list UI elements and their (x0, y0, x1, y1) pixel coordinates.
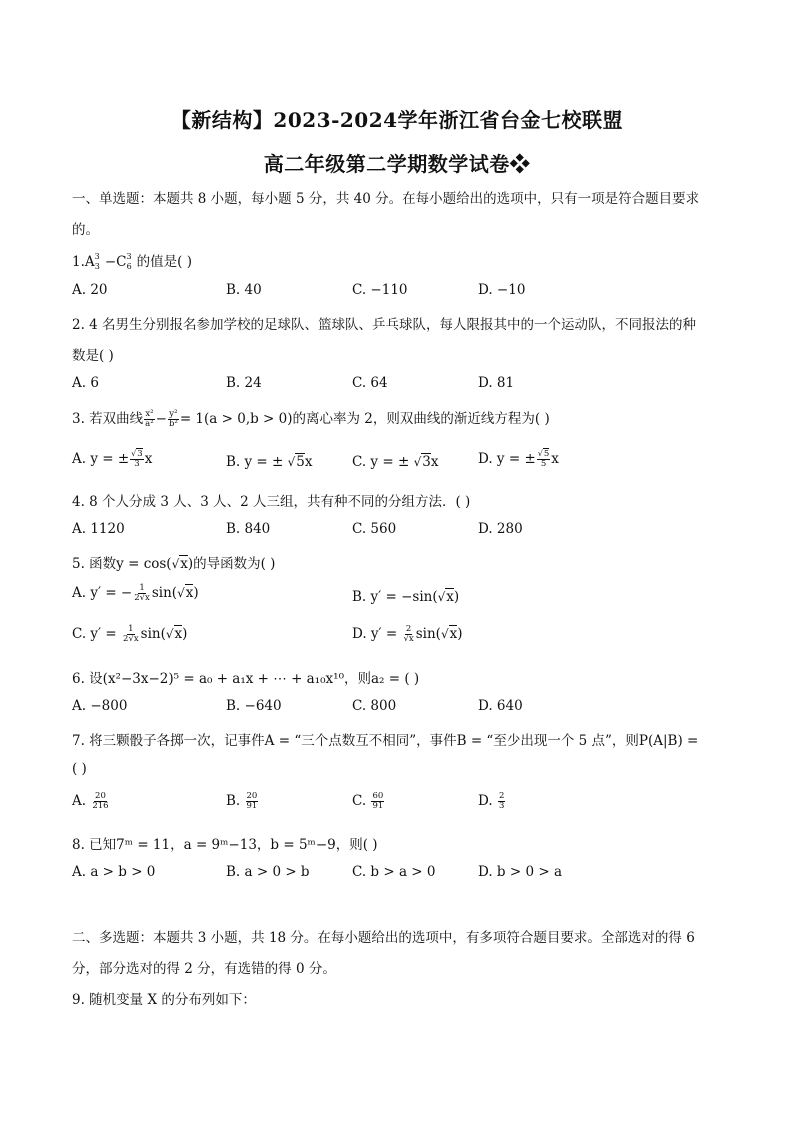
question-7-stem-line1: 7. 将三颗骰子各掷一次，记事件A = “三个点数互不相同”，事件B = “至少出现一个 5 点”，则P(A|B) = (72, 733, 699, 749)
q3-option-c[interactable]: C. y = ± √3x (352, 454, 439, 470)
hyperbola-x-term: $\frac{\text{x²}}{\text{a²}}$ (145, 409, 154, 429)
q7-option-b[interactable]: B. $\frac{20}{91}$ (226, 791, 258, 811)
q6-option-a[interactable]: A. −800 (72, 698, 128, 714)
q4-option-b[interactable]: B. 840 (226, 521, 271, 537)
q8-option-a[interactable]: A. a > b > 0 (72, 864, 156, 880)
exam-title-line2: 高二年级第二学期数学试卷❖ (263, 152, 531, 176)
q3-option-b[interactable]: B. y = ± √5x (226, 454, 313, 470)
q5-option-b[interactable]: B. y′ = −sin(√x) (352, 589, 460, 605)
q8-option-c[interactable]: C. b > a > 0 (352, 864, 436, 880)
question-4-stem: 4. 8 个人分成 3 人、3 人、2 人三组，共有种不同的分组方法．( ) (72, 494, 471, 510)
q5-option-a[interactable]: A. y′ = − $\frac{1}{2√x}$ sin(√x) (72, 583, 199, 603)
q5-option-d[interactable]: D. y′ = $\frac{2}{√x}$ sin(√x) (352, 624, 463, 644)
q7-option-c[interactable]: C. $\frac{60}{91}$ (352, 791, 384, 811)
q6-option-b[interactable]: B. −640 (226, 698, 282, 714)
question-9-stem: 9. 随机变量 X 的分布列如下： (72, 992, 256, 1008)
q7-option-a[interactable]: A. $\frac{20}{216}$ (72, 791, 109, 811)
q2-option-c[interactable]: C. 64 (352, 375, 388, 391)
q1-option-a[interactable]: A. 20 (72, 282, 108, 298)
question-8-stem: 8. 已知7ᵐ = 11，a = 9ᵐ−13，b = 5ᵐ−9，则( ) (72, 837, 378, 853)
question-2-stem-line2: 数是( ) (72, 348, 114, 364)
q1-option-d[interactable]: D. −10 (478, 282, 526, 298)
q7-option-d[interactable]: D. $\frac{2}{3}$ (478, 791, 505, 811)
q1-option-c[interactable]: C. −110 (352, 282, 408, 298)
question-1-stem: $1.A^3_3 -C^3_6$ 的值是( ) (72, 251, 192, 271)
q2-option-d[interactable]: D. 81 (478, 375, 515, 391)
question-7-stem-line2: ( ) (72, 761, 87, 777)
q2-option-b[interactable]: B. 24 (226, 375, 262, 391)
exam-title-line1: 【新结构】2023-2024学年浙江省台金七校联盟 (170, 108, 624, 132)
q3-option-a[interactable]: A. y = ± $\frac{√3}{3}$ x (72, 449, 153, 469)
q6-option-d[interactable]: D. 640 (478, 698, 523, 714)
hyperbola-y-term: $\frac{\text{y²}}{\text{b²}}$ (168, 409, 178, 429)
q8-option-b[interactable]: B. a > 0 > b (226, 864, 310, 880)
q6-option-c[interactable]: C. 800 (352, 698, 397, 714)
section1-instructions-line1: 一、单选题：本题共 8 小题，每小题 5 分，共 40 分。在每小题给出的选项中，只有一项是符合题目要求 (72, 191, 700, 207)
q3-option-d[interactable]: D. y = ± $\frac{√5}{5}$ x (478, 449, 559, 469)
section1-instructions-line2: 的。 (72, 222, 99, 238)
question-6-stem: 6. 设(x²−3x−2)⁵ = a₀ + a₁x + ⋯ + a₁₀x¹⁰，则a₂ = ( ) (72, 671, 420, 687)
question-2-stem-line1: 2. 4 名男生分别报名参加学校的足球队、篮球队、乒乓球队，每人限报其中的一个运动队，不同报法的种 (72, 317, 697, 333)
q4-option-d[interactable]: D. 280 (478, 521, 523, 537)
q2-option-a[interactable]: A. 6 (72, 375, 99, 391)
q4-option-a[interactable]: A. 1120 (72, 521, 125, 537)
q5-option-c[interactable]: C. y′ = $\frac{1}{2√x}$ sin(√x) (72, 624, 188, 644)
section2-instructions-line1: 二、多选题：本题共 3 小题，共 18 分。在每小题给出的选项中，有多项符合题目要求。全部选对的得 6 (72, 930, 695, 946)
q1-option-b[interactable]: B. 40 (226, 282, 262, 298)
section2-instructions-line2: 分，部分选对的得 2 分，有选错的得 0 分。 (72, 961, 336, 977)
q8-option-d[interactable]: D. b > 0 > a (478, 864, 562, 880)
question-5-stem: 5. 函数y = cos(√x)的导函数为( ) (72, 556, 276, 572)
q4-option-c[interactable]: C. 560 (352, 521, 397, 537)
question-3-stem: 3. 若双曲线 $\frac{\text{x²}}{\text{a²}}$ − $\frac{\text{y²}}{\text{b²}}$ = 1(a > 0,b > 0)的离心率为 2，则双曲线的渐近线方程为( ) (72, 409, 550, 429)
